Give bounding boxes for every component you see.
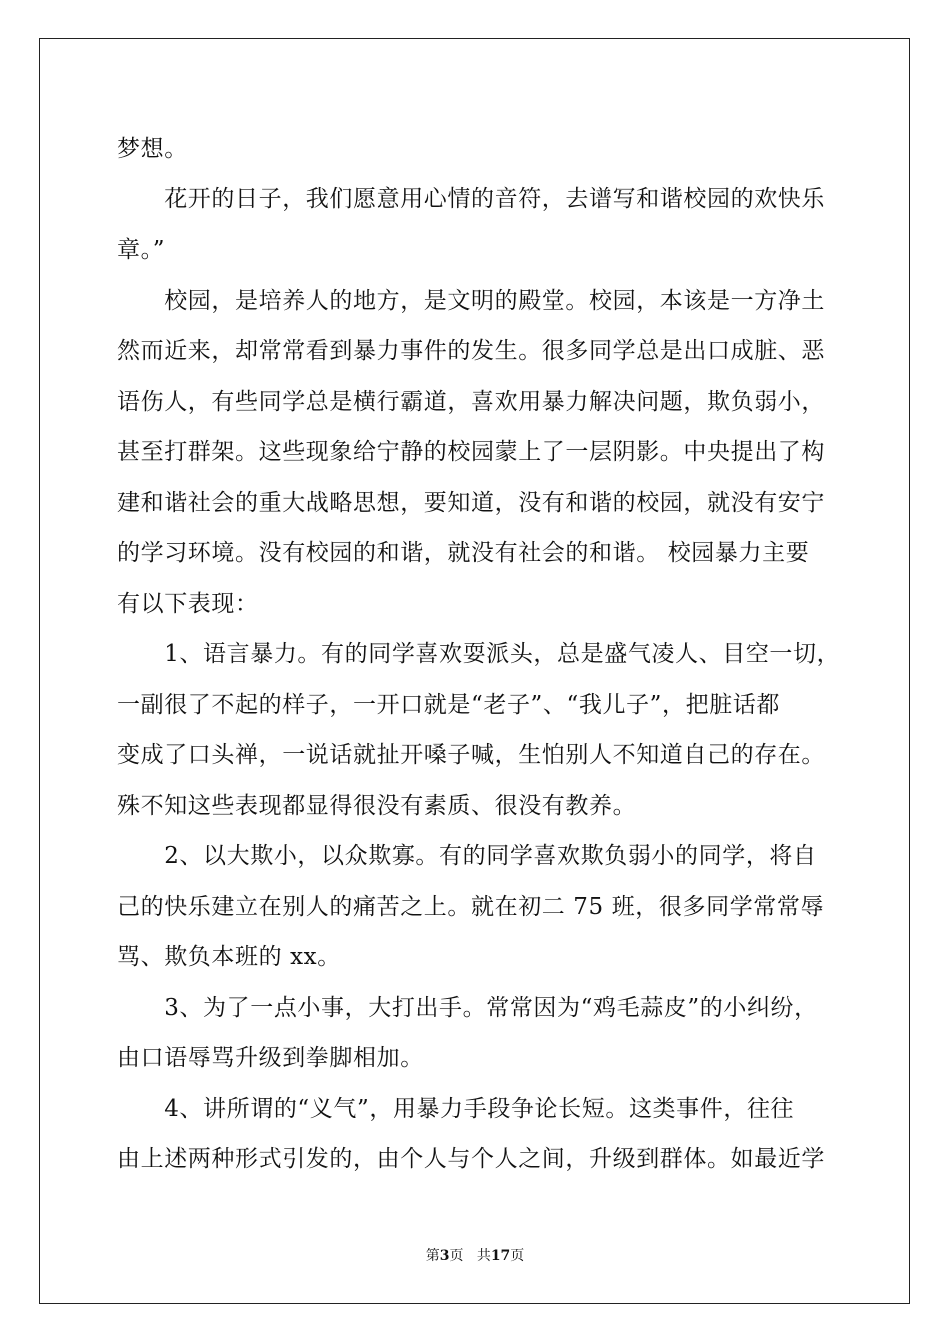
text-line: 一副很了不起的样子，一开口就是“老子”、“我儿子”，把脏话都: [117, 692, 781, 718]
footer-prefix: 第: [425, 1248, 440, 1264]
total-page-count: 17: [490, 1248, 511, 1264]
text-line: 4、讲所谓的“义气”，用暴力手段争论长短。这类事件，往往: [117, 1096, 795, 1122]
text-line: 校园，是培养人的地方，是文明的殿堂。校园，本该是一方净土: [117, 288, 825, 314]
text-line: 章。”: [117, 237, 166, 263]
text-line: 语伤人，有些同学总是横行霸道，喜欢用暴力解决问题，欺负弱小，: [117, 389, 825, 415]
text-line: 梦想。: [117, 136, 188, 162]
text-line: 花开的日子，我们愿意用心情的音符，去谱写和谐校园的欢快乐: [117, 186, 825, 212]
text-line: 由上述两种形式引发的，由个人与个人之间，升级到群体。如最近学: [117, 1146, 825, 1172]
text-line: 甚至打群架。这些现象给宁静的校园蒙上了一层阴影。中央提出了构: [117, 439, 825, 465]
text-line: 的学习环境。没有校园的和谐，就没有社会的和谐。 校园暴力主要: [117, 540, 810, 566]
text-line: 2、以大欺小，以众欺寡。有的同学喜欢欺负弱小的同学，将自: [117, 843, 817, 869]
text-line: 变成了口头禅，一说话就扯开嗓子喊，生怕别人不知道自己的存在。: [117, 742, 825, 768]
footer-total-prefix: 共: [476, 1248, 491, 1264]
text-line: 3、为了一点小事，大打出手。常常因为“鸡毛蒜皮”的小纠纷，: [117, 995, 818, 1021]
text-line: 由口语辱骂升级到拳脚相加。: [117, 1045, 424, 1071]
text-line: 然而近来，却常常看到暴力事件的发生。很多同学总是出口成脏、恶: [117, 338, 825, 364]
footer-total-suffix: 页: [510, 1248, 525, 1264]
text-line: 有以下表现：: [117, 591, 259, 617]
text-line: 骂、欺负本班的 xx。: [117, 944, 341, 970]
text-line: 己的快乐建立在别人的痛苦之上。就在初二 75 班，很多同学常常辱: [117, 894, 825, 920]
current-page-number: 3: [439, 1248, 450, 1264]
footer-page-suffix: 页: [449, 1248, 464, 1264]
page-footer: [0, 1245, 950, 1265]
text-line: 1、语言暴力。有的同学喜欢耍派头，总是盛气凌人、目空一切，: [117, 641, 841, 667]
text-line: 殊不知这些表现都显得很没有素质、很没有教养。: [117, 793, 637, 819]
text-line: 建和谐社会的重大战略思想，要知道，没有和谐的校园，就没有安宁: [117, 490, 825, 516]
